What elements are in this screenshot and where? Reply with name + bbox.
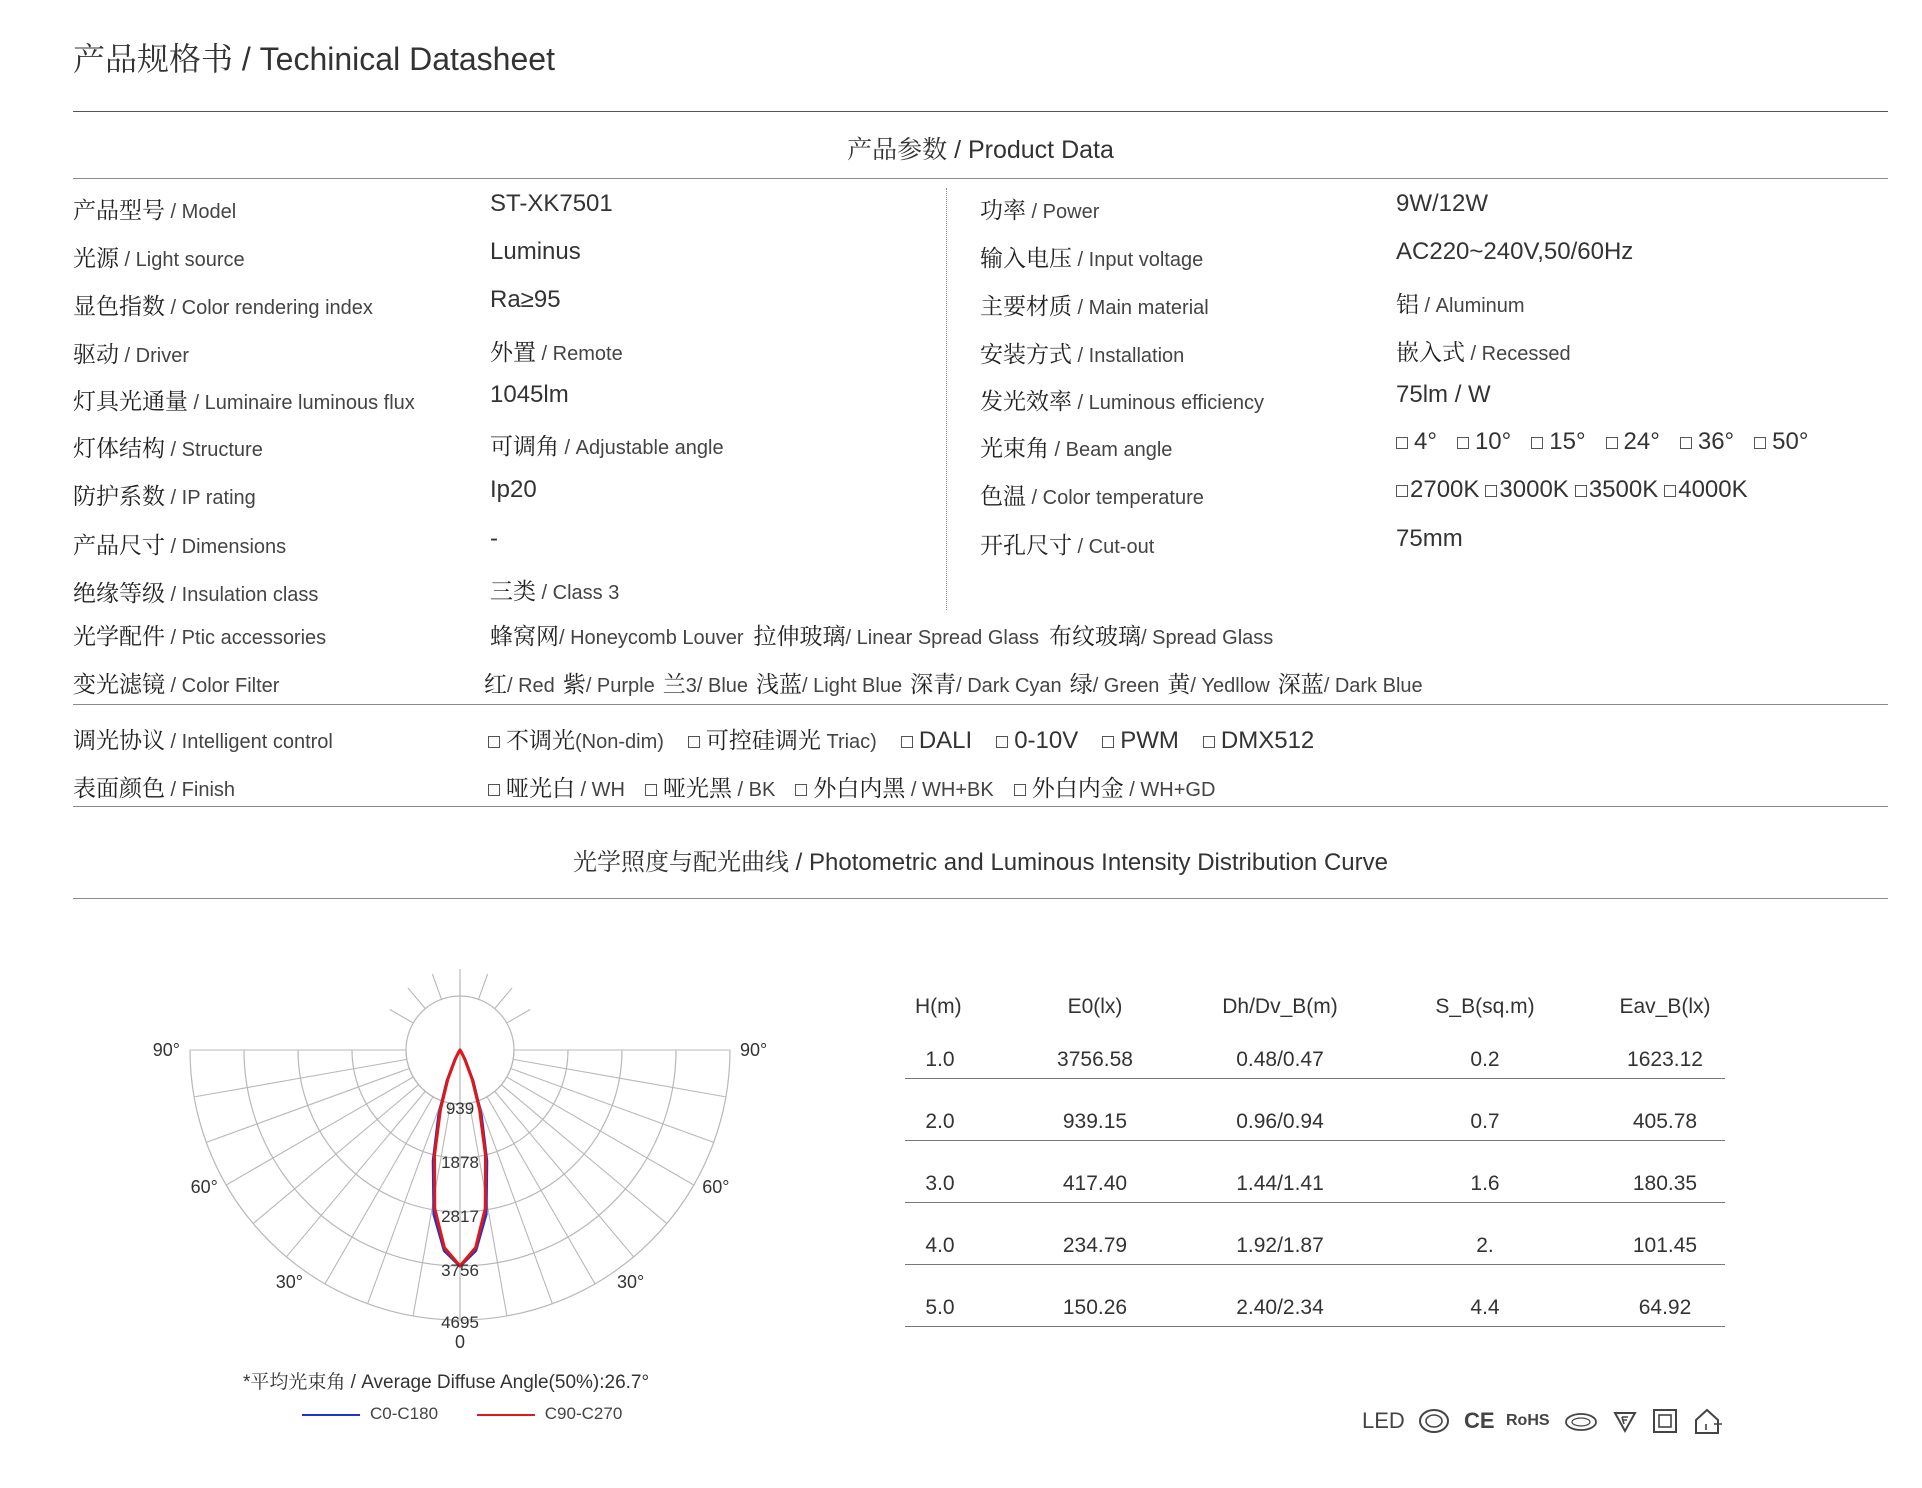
spec-value-en: / Adjustable angle [559,437,724,459]
spec-label-en: / Dimensions [165,536,287,558]
spec-label-zh: 功率 [980,197,1026,223]
control-item[interactable] [488,727,664,753]
spec-label-en: / Color temperature [1026,487,1204,509]
spec-row [73,575,318,615]
ce-mark: CE [1464,1408,1495,1433]
checkbox-icon [688,736,700,748]
checkbox-icon [795,784,807,796]
table-cell: 417.40 [1062,1172,1128,1195]
table-cell: 1.44/1.41 [1236,1172,1324,1195]
table-cell: 405.78 [1632,1110,1698,1133]
table-row-divider [905,1202,1725,1203]
spec-value [1396,286,1525,326]
control-item-zh: 不调光 [506,727,575,753]
control-item-en: (Non-dim) [575,731,664,753]
filter-item-en: / Yedllow [1190,675,1270,697]
polar-radial [487,1097,595,1284]
table-row-divider [905,1326,1725,1327]
spec-value-zh: 三类 [490,578,536,604]
table-cell: 180.35 [1632,1172,1698,1195]
spec-label-en: / Color rendering index [165,297,373,319]
filter-item-zh: 绿 [1069,671,1093,697]
filter-item [562,671,655,697]
optics-label-zh: 光学配件 [73,623,165,649]
class-ii-icon [1652,1408,1678,1434]
beam-angle-option[interactable] [1680,428,1735,455]
spec-value-text: Luminus [490,238,581,265]
filter-item [1069,671,1160,697]
checkbox-icon [1606,437,1618,449]
spec-value-text: Ip20 [490,476,537,503]
cqc-icon [1564,1412,1598,1432]
checkbox-icon [1485,485,1497,497]
spec-value-en: / Recessed [1465,343,1571,365]
spec-label-zh: 绝缘等级 [73,580,165,606]
spec-row [73,430,263,470]
spec-value-en: / Aluminum [1419,295,1525,317]
spec-row [73,527,286,567]
spec-label-zh: 光束角 [980,435,1049,461]
checkbox-icon [1531,437,1543,449]
spec-label-en: / Luminous efficiency [1072,392,1264,414]
spec-label-zh: 开孔尺寸 [980,532,1072,558]
spec-value-zh: 嵌入式 [1396,339,1465,365]
control-item-en: DALI [918,727,973,754]
checkbox-icon [1396,437,1408,449]
checkbox-icon [1396,485,1408,497]
control-item[interactable] [901,727,973,754]
polar-radial [253,1085,418,1224]
filter-item-en: / Dark Blue [1323,675,1423,697]
spec-value [1396,190,1488,230]
spec-label-zh: 驱动 [73,341,119,367]
checkbox-icon [1575,485,1587,497]
control-item[interactable] [996,727,1079,754]
optics-item-en: / Honeycomb Louver [559,627,744,649]
angle-label: 30° [617,1272,645,1293]
beam-angle-value: 24° [1623,428,1660,455]
table-cell: 0.2 [1470,1048,1500,1071]
spec-value-text: 75mm [1396,525,1463,552]
checkbox-icon [488,784,500,796]
control-item[interactable] [1203,727,1315,754]
finish-item[interactable] [795,775,994,801]
polar-tick [507,1010,530,1024]
filter-item [756,671,903,697]
beam-angle-value: 36° [1697,428,1735,455]
ring-label: 1878 [441,1153,479,1172]
spec-row [980,383,1264,423]
polar-radial [501,1085,666,1224]
filter-item [484,671,555,697]
polar-tick [495,988,512,1009]
spec-label-zh: 防护系数 [73,483,165,509]
checkbox-icon [1457,437,1469,449]
table-cell: 4.0 [925,1234,955,1257]
ring-label: 2817 [441,1207,479,1226]
finish-item-en: / WH [575,779,625,801]
indoor-use-icon [1692,1406,1724,1436]
filter-label-en: / Color Filter [165,675,280,697]
spec-label-zh: 灯具光通量 [73,388,188,414]
color-temp-value: 4000K [1678,476,1748,503]
table-cell: 101.45 [1632,1234,1698,1257]
spec-label-en: / Main material [1072,297,1209,319]
spec-label-en: / Structure [165,439,263,461]
finish-label-zh: 表面颜色 [73,775,165,801]
table-cell: 4.4 [1470,1296,1500,1319]
spec-label-en: / Driver [119,345,189,367]
legend-c90-swatch [477,1414,535,1416]
spec-label-en: / Input voltage [1072,249,1204,271]
spec-value [490,190,613,230]
polar-tick [408,988,425,1009]
polar-radial [286,1091,425,1256]
polar-radial [507,1077,694,1185]
filter-item-en: / Green [1092,675,1160,697]
spec-value [490,476,537,516]
polar-radial [495,1091,634,1256]
polar-radial [325,1097,433,1284]
spec-label-zh: 产品尺寸 [73,532,165,558]
polar-chart [140,960,780,1360]
f-mark-icon [1612,1410,1638,1434]
control-item[interactable] [688,727,877,753]
beam-angle-value: 4° [1414,428,1437,455]
filter-item [662,671,749,697]
optics-row [73,618,326,658]
checkbox-icon [1680,437,1692,449]
beam-angle-value: 50° [1772,428,1809,455]
optics-item [753,623,1039,649]
color-temp-option[interactable] [1664,476,1748,503]
optics-item-zh: 布纹玻璃 [1048,623,1141,649]
spec-label-en: / IP rating [165,487,256,509]
spec-label-zh: 发光效率 [980,388,1072,414]
spec-label-en: / Model [165,201,237,223]
filter-item [910,671,1062,697]
table-cell: 2. [1476,1234,1494,1257]
filter-item-zh: 深蓝 [1277,671,1324,697]
polar-radial [513,1059,726,1097]
spec-row [980,478,1204,518]
finish-item-en: / WH+GD [1123,779,1216,801]
optics-item-en: / Spread Glass [1140,627,1274,649]
polar-radial [478,1101,552,1304]
checkbox-icon [1102,736,1114,748]
spec-value [490,238,581,278]
spec-value-zh: 可调角 [490,433,559,459]
checkbox-icon [488,736,500,748]
spec-label-en: / Insulation class [165,584,319,606]
filter-item-en: / Dark Cyan [956,675,1062,697]
filter-item-en: 3/ Blue [685,675,749,697]
table-cell: 1623.12 [1627,1048,1703,1071]
table-cell: 150.26 [1062,1296,1128,1319]
optics-item [1048,623,1274,649]
table-cell: 0.48/0.47 [1236,1048,1324,1071]
beam-angle-option[interactable] [1606,428,1660,455]
spec-row [980,192,1099,232]
table-cell: 0.7 [1470,1110,1500,1133]
table-cell: 5.0 [925,1296,955,1319]
spec-row [73,383,415,423]
spec-row [73,240,245,280]
finish-item[interactable] [1014,775,1216,801]
polar-radial [206,1068,409,1142]
control-label-en: / Intelligent control [165,731,333,753]
spec-row [73,192,236,232]
table-row-divider [905,1264,1725,1265]
finish-item-zh: 外白内黑 [813,775,906,801]
table-cell: 1.6 [1470,1172,1500,1195]
checkbox-icon [645,784,657,796]
table-cell: 1.92/1.87 [1236,1234,1324,1257]
spec-label-zh: 显色指数 [73,293,165,319]
finish-item-zh: 外白内金 [1031,775,1124,801]
spec-value [1396,238,1633,278]
filter-item-zh: 浅蓝 [756,671,803,697]
finish-item-en: / BK [732,779,776,801]
spec-row [980,288,1209,328]
table-cell: 939.15 [1062,1110,1128,1133]
optics-item-zh: 拉伸玻璃 [753,623,846,649]
finish-label-en: / Finish [165,779,236,801]
finish-item[interactable] [645,775,776,801]
color-temp-option[interactable] [1485,476,1569,503]
title-divider [73,111,1888,112]
spec-value-text: ST-XK7501 [490,190,613,217]
section-divider [73,178,1888,179]
filter-row [73,666,279,706]
spec-label-en: / Beam angle [1049,439,1173,461]
beam-angle-value: 15° [1549,428,1586,455]
section-photometric: 光学照度与配光曲线 / Photometric and Luminous Intensity Distribution Curve [573,849,1388,876]
filter-item-zh: 红 [484,671,507,697]
table-header: S_B(sq.m) [1435,995,1535,1018]
spec-value-text: AC220~240V,50/60Hz [1396,238,1634,265]
polar-radial [511,1068,714,1142]
spec-value-en: / Remote [536,343,623,365]
color-temp-option[interactable] [1396,476,1480,503]
spec-value-en: / Class 3 [536,582,620,604]
spec-label-en: / Power [1026,201,1100,223]
optics-item [490,623,744,649]
ring-label: 939 [445,1099,475,1118]
optics-label-en: / Ptic accessories [165,627,327,649]
spec-value [1396,525,1463,565]
legend [302,1404,622,1424]
angle-label: 0 [454,1332,466,1352]
polar-tick [478,974,487,999]
spec-label-en: / Cut-out [1072,536,1155,558]
beam-angle-option[interactable] [1457,428,1512,455]
filter-item-zh: 紫 [562,671,586,697]
finish-item-zh: 哑光白 [506,775,575,801]
filter-item [1277,671,1423,697]
spec-value [1396,381,1491,421]
spec-value [1396,428,1828,468]
spec-row [980,527,1154,567]
control-item-zh: 可控硅调光 [705,727,821,753]
rohs-mark: RoHS [1506,1412,1550,1429]
spec-value-text: - [490,525,498,552]
spec-label-en: / Light source [119,249,245,271]
polar-radial [194,1059,407,1097]
control-item-en: DMX512 [1220,727,1315,754]
spec-label-zh: 色温 [980,483,1026,509]
legend-c90-label: C90-C270 [544,1404,623,1423]
optics-item-en: / Linear Spread Glass [845,627,1039,649]
filter-values [484,666,1431,706]
control-label-zh: 调光协议 [73,727,165,753]
table-header: H(m) [915,995,962,1018]
control-item[interactable] [1102,727,1179,754]
spec-row [73,478,256,518]
spec-row [73,288,373,328]
table-cell: 3.0 [925,1172,955,1195]
spec-value-zh: 铝 [1396,291,1419,317]
filter-item-en: / Red [507,675,555,697]
spec-label-zh: 输入电压 [980,245,1072,271]
table-row-divider [905,1078,1725,1079]
section-product-data: 产品参数 / Product Data [847,136,1114,164]
table-header: E0(lx) [1067,995,1123,1018]
spec-value [490,525,498,565]
table-row-divider [905,1140,1725,1141]
column-divider [946,188,947,610]
ccc-icon [1418,1408,1450,1434]
color-temp-value: 2700K [1410,476,1480,503]
polar-radial [368,1101,442,1304]
spec-label-zh: 主要材质 [980,293,1072,319]
table-cell: 234.79 [1062,1234,1128,1257]
spec-row [73,336,189,376]
spec-value [1396,476,1754,516]
spec-value [490,428,724,468]
spec-value [490,334,623,374]
spec-value-text: 9W/12W [1396,190,1489,217]
angle-label: 60° [190,1177,218,1197]
table-header: Eav_B(lx) [1619,995,1711,1018]
finish-row [73,770,235,810]
control-options [488,722,1338,762]
angle-label: 90° [152,1040,180,1060]
spec-value [490,573,619,613]
table-cell: 2.40/2.34 [1236,1296,1324,1319]
spec-value-text: 1045lm [490,381,569,408]
spec-value [1396,334,1571,374]
beam-angle-value: 10° [1474,428,1512,455]
finish-item-zh: 哑光黑 [663,775,732,801]
filter-item-zh: 深青 [910,671,957,697]
filter-label-zh: 变光滤镜 [73,671,165,697]
spec-label-zh: 安装方式 [980,341,1072,367]
spec-label-zh: 光源 [73,245,119,271]
checkbox-icon [1203,736,1215,748]
spec-label-en: / Installation [1072,345,1185,367]
ring-label: 3756 [441,1261,479,1280]
angle-label: 90° [740,1040,768,1060]
optics-values [490,618,1283,658]
color-temp-value: 3000K [1499,476,1569,503]
checkbox-icon [1664,485,1676,497]
filter-item-zh: 黄 [1167,671,1191,697]
angle-label: 60° [702,1177,730,1197]
polar-tick [390,1010,413,1024]
table-cell: 0.96/0.94 [1236,1110,1324,1133]
finish-item-en: / WH+BK [905,779,994,801]
control-item-en: PWM [1120,727,1179,754]
table-cell: 2.0 [925,1110,955,1133]
table-cell: 64.92 [1638,1296,1692,1319]
divider-photometric [73,806,1888,807]
angle-label: 30° [275,1272,303,1293]
polar-tick [432,974,441,999]
spec-row [980,336,1184,376]
finish-item[interactable] [488,775,625,801]
ring-label: 4695 [441,1313,479,1332]
page-title: 产品规格书 / Techinical Datasheet [73,41,555,77]
spec-value-zh: 外置 [490,339,536,365]
filter-item-zh: 兰 [662,671,686,697]
table-header: Dh/Dv_B(m) [1222,995,1338,1018]
section-divider-2 [73,898,1888,899]
spec-value-text: 75lm / W [1396,381,1491,408]
table-cell: 3756.58 [1057,1048,1133,1071]
legend-c0-swatch [302,1414,360,1416]
control-item-en: Triac) [820,731,877,753]
led-mark: LED [1362,1408,1405,1433]
color-temp-value: 3500K [1588,476,1659,503]
beam-angle-option[interactable] [1396,428,1437,455]
checkbox-icon [1014,784,1026,796]
spec-value [490,286,561,326]
color-temp-option[interactable] [1575,476,1659,503]
beam-angle-note: *平均光束角 / Average Diffuse Angle(50%):26.7° [243,1372,650,1393]
spec-label-zh: 产品型号 [73,197,165,223]
checkbox-icon [1754,437,1766,449]
control-item-en: 0-10V [1014,727,1079,754]
spec-row [980,430,1172,470]
filter-item-en: / Purple [585,675,655,697]
beam-angle-option[interactable] [1531,428,1586,455]
checkbox-icon [901,736,913,748]
filter-item-en: / Light Blue [802,675,903,697]
beam-angle-option[interactable] [1754,428,1809,455]
table-cell: 1.0 [925,1048,955,1071]
checkbox-icon [996,736,1008,748]
spec-value-text: Ra≥95 [490,286,561,313]
polar-radial [226,1077,413,1185]
spec-label-en: / Luminaire luminous flux [188,392,415,414]
finish-options [488,770,1235,810]
divider-control [73,704,1888,705]
spec-row [980,240,1203,280]
spec-label-zh: 灯体结构 [73,435,165,461]
legend-c0-label: C0-C180 [370,1404,439,1423]
optics-item-zh: 蜂窝网 [490,623,559,649]
spec-value [490,381,569,421]
filter-item [1167,671,1270,697]
control-row [73,722,333,762]
